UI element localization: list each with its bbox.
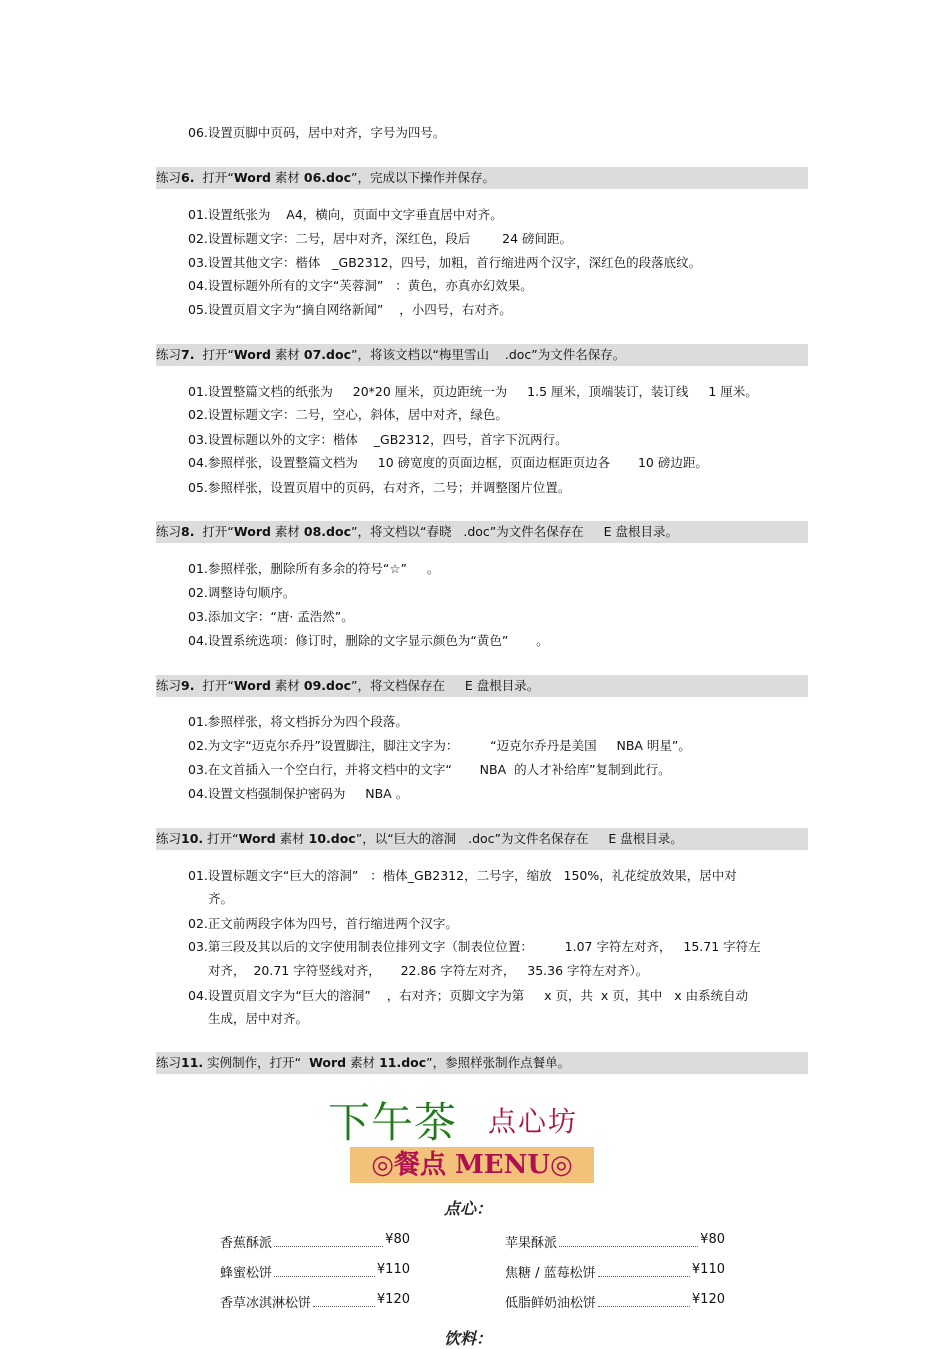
dot-leader [598, 1292, 690, 1307]
menu-item-price: ¥110 [376, 1262, 410, 1277]
item-line: 03.设置标题以外的文字：楷体 _GB2312，四号，首字下沉两行。 [188, 432, 568, 447]
menu-item-name: 焦糖 / 蓝莓松饼 [505, 1266, 596, 1281]
item-line: 02.设置标题文字：二号，居中对齐，深红色，段后 24 磅间距。 [188, 231, 573, 246]
item-line-continuation: 对齐， 20.71 字符竖线对齐， 22.86 字符左对齐， 35.36 字符左对齐）。 [208, 963, 649, 978]
exercise-8-header: 练习8. 打开“Word 素材 08.doc”，将文档以“春晓 .doc”为文件名保存在 E 盘根目录。 [156, 521, 808, 543]
menu-item-price: ¥80 [700, 1232, 725, 1247]
menu-item-price: ¥80 [385, 1232, 410, 1247]
menu-item [505, 1262, 725, 1281]
dot-leader [313, 1292, 375, 1307]
menu-item-price: ¥120 [691, 1292, 725, 1307]
dot-leader [559, 1232, 698, 1247]
exercise-9-header: 练习9. 打开“Word 素材 09.doc”，将文档保存在 E 盘根目录。 [156, 675, 808, 697]
item-line: 01.设置整篇文档的纸张为 20*20 厘米，页边距统一为 1.5 厘米，顶端装订，装订线 1 厘米。 [188, 384, 758, 399]
menu-item-name: 香蕉酥派 [220, 1236, 273, 1251]
item-line-continuation: 生成，居中对齐。 [208, 1011, 309, 1026]
menu-item-name: 苹果酥派 [505, 1236, 558, 1251]
item-line: 03.第三段及其以后的文字使用制表位排列文字（制表位位置： 1.07 字符左对齐， 15.71 字符左 [188, 939, 761, 954]
menu-banner: ◎餐点 MENU◎ [350, 1147, 594, 1183]
dot-leader [274, 1262, 375, 1277]
item-line: 06.设置页脚中页码，居中对齐，字号为四号。 [188, 125, 446, 140]
exercise-7-header: 练习7. 打开“Word 素材 07.doc”，将该文档以“梅里雪山 .doc”为文件名保存。 [156, 344, 808, 366]
item-line: 03.添加文字：“唐· 孟浩然”。 [188, 609, 354, 624]
menu-item-name: 蜂蜜松饼 [220, 1266, 273, 1281]
menu-item [505, 1292, 725, 1311]
menu-item-name: 香草冰淇淋松饼 [220, 1296, 312, 1311]
menu-item-name: 低脂鲜奶油松饼 [505, 1296, 597, 1311]
snacks-heading: 点心： [444, 1199, 493, 1218]
item-line: 05.设置页眉文字为“摘自网络新闻” ，小四号，右对齐。 [188, 302, 512, 317]
item-line-continuation: 齐。 [208, 891, 234, 906]
exercise-11-header: 练习11. 实例制作，打开“ Word 素材 11.doc”，参照样张制作点餐单。 [156, 1052, 808, 1074]
drinks-heading: 饮料： [444, 1329, 493, 1348]
item-line: 02.正文前两段字体为四号，首行缩进两个汉字。 [188, 916, 458, 931]
exercise-6-header: 练习6. 打开“Word 素材 06.doc”，完成以下操作并保存。 [156, 167, 808, 189]
menu-item [220, 1292, 410, 1311]
item-line: 04.设置系统选项：修订时，删除的文字显示颜色为“黄色” 。 [188, 633, 549, 648]
menu-item [505, 1232, 725, 1251]
item-line: 02.调整诗句顺序。 [188, 585, 296, 600]
item-line: 01.设置纸张为 A4，横向，页面中文字垂直居中对齐。 [188, 207, 503, 222]
item-line: 01.参照样张，将文档拆分为四个段落。 [188, 714, 408, 729]
item-line: 02.设置标题文字：二号，空心，斜体，居中对齐，绿色。 [188, 407, 508, 422]
menu-item-price: ¥120 [376, 1292, 410, 1307]
dot-leader [598, 1262, 690, 1277]
exercise-10-header: 练习10. 打开“Word 素材 10.doc”，以“巨大的溶洞 .doc”为文件名保存在 E 盘根目录。 [156, 828, 808, 850]
menu-subtitle: 点心坊 [488, 1105, 579, 1138]
item-line: 03.设置其他文字：楷体 _GB2312，四号，加粗，首行缩进两个汉字，深红色的段落底纹。 [188, 255, 702, 270]
item-line: 04.设置文档强制保护密码为 NBA 。 [188, 786, 409, 801]
item-line: 04.设置标题外所有的文字“芙蓉洞” ：黄色，亦真亦幻效果。 [188, 278, 533, 293]
menu-item [220, 1262, 410, 1281]
item-line: 04.设置页眉文字为“巨大的溶洞” ，右对齐；页脚文字为第 x 页，共 x 页，其中 x 由系统自动 [188, 988, 749, 1003]
menu-title: 下午茶 [328, 1098, 458, 1147]
item-line: 04.参照样张，设置整篇文档为 10 磅宽度的页面边框，页面边框距页边各 10 磅边距。 [188, 455, 708, 470]
item-line: 02.为文字“迈克尔乔丹”设置脚注，脚注文字为： “迈克尔乔丹是美国 NBA 明星”。 [188, 738, 691, 753]
menu-item-price: ¥110 [691, 1262, 725, 1277]
item-line: 01.设置标题文字“巨大的溶洞” ：楷体_GB2312，二号字，缩放 150%，礼花绽放效果，居中对 [188, 868, 737, 883]
item-line: 01.参照样张，删除所有多余的符号“☆” 。 [188, 561, 440, 576]
dot-leader [274, 1232, 383, 1247]
item-line: 05.参照样张，设置页眉中的页码，右对齐，二号；并调整图片位置。 [188, 480, 571, 495]
item-line: 03.在文首插入一个空白行，并将文档中的文字“ NBA 的人才补给库”复制到此行。 [188, 762, 671, 777]
menu-item [220, 1232, 410, 1251]
